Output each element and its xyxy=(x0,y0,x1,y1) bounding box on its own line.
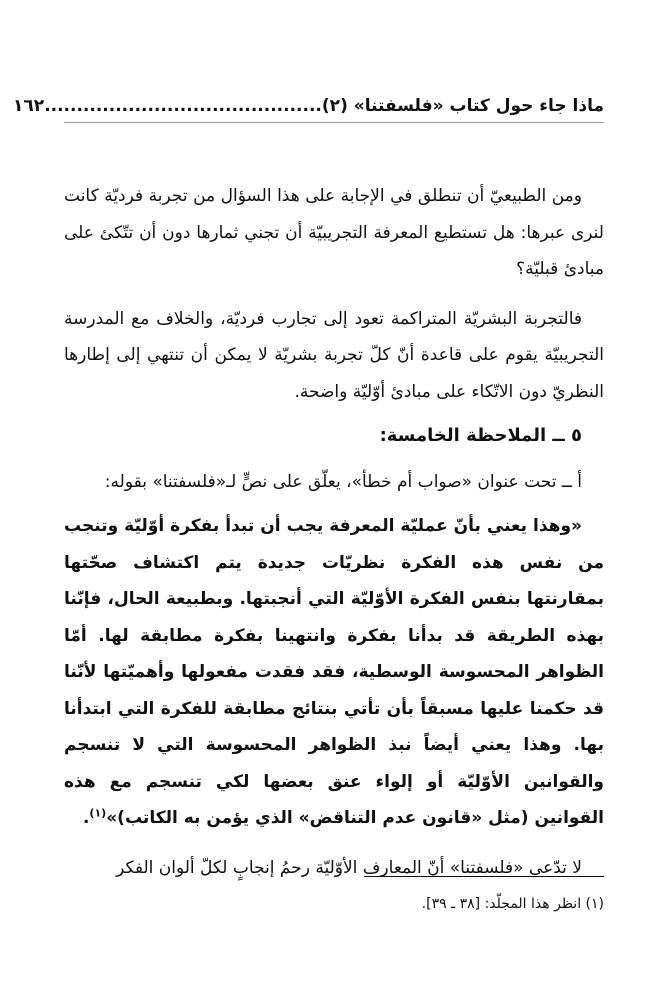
page-body xyxy=(64,178,604,899)
paragraph-4: لا تدّعي «فلسفتنا» أنّ المعارف الأوّليّة رحمُ إنجابٍ لكلّ ألوان الفكر xyxy=(116,857,582,878)
paragraph-1: ومن الطبيعيّ أن تنطلق في الإجابة على هذا السؤال من تجربة فرديّة كانت لنرى عبرها: هل تستطيع المعرفة التجريبيّة أن تجني ثمارها دون أن تتّكئ على مبادئ قبليّة؟ xyxy=(64,186,604,279)
header-dots: ........................................... xyxy=(44,96,322,116)
paragraph-2: فالتجربة البشريّة المتراكمة تعود إلى تجارب فرديّة، والخلاف مع المدرسة التجريبيّة يقوم على قاعدة أنّ كلّ تجربة بشريّة لا يمكن أن تنتهي إلى إطارها النظريّ دون الاتّكاء على مبادئ أوّليّة واضحة. xyxy=(64,308,604,402)
quote-text: «وهذا يعني بأنّ عمليّة المعرفة يجب أن تبدأ بفكرة أوّليّة وتنجب من نفس هذه الفكرة نظريّات جديدة يتم اكتشاف صحّتها بمقارنتها بنفس الفكرة الأوّليّة التي أنجبتها. وبطبيعة الحال، فإنّنا بهذه الطريقة قد بدأنا بفكرة وانتهينا بفكرة مطابقة لها. أمّا الظواهر المحسوسة الوسطية، فقد فقدت مفعولها وأهميّتها لأنّنا قد حكمنا عليها مسبقاً بأن تأتي بنتائج مطابقة للفكرة التي ابتدأنا بها. وهذا يعني أيضاً نبذ الظواهر المحسوسة التي لا تنسجم والقوانين الأوّليّة أو إلواء عنق بعضها لكي تنسجم مع هذه القوانين (مثل «قانون عدم التناقض» الذي يؤمن به الكاتب)» xyxy=(64,516,604,828)
running-header xyxy=(13,96,604,123)
running-title: ماذا جاء حول كتاب «فلسفتنا» (٢) xyxy=(321,96,604,116)
page-number: ١٦٢ xyxy=(13,96,45,116)
footnote: (١) انظر هذا المجلّد: [٣٨ ـ ٣٩]. xyxy=(421,896,604,912)
quote-end: . xyxy=(82,808,90,828)
paragraph-3: أ ــ تحت عنوان «صواب أم خطأ»، يعلّق على نصٍّ لـ«فلسفتنا» بقوله: xyxy=(104,471,582,492)
section-heading: ٥ ــ الملاحظة الخامسة: xyxy=(379,425,582,446)
footnote-reference[interactable]: (١) xyxy=(89,806,107,820)
quoted-passage xyxy=(64,508,604,837)
footnote-divider xyxy=(364,876,604,877)
